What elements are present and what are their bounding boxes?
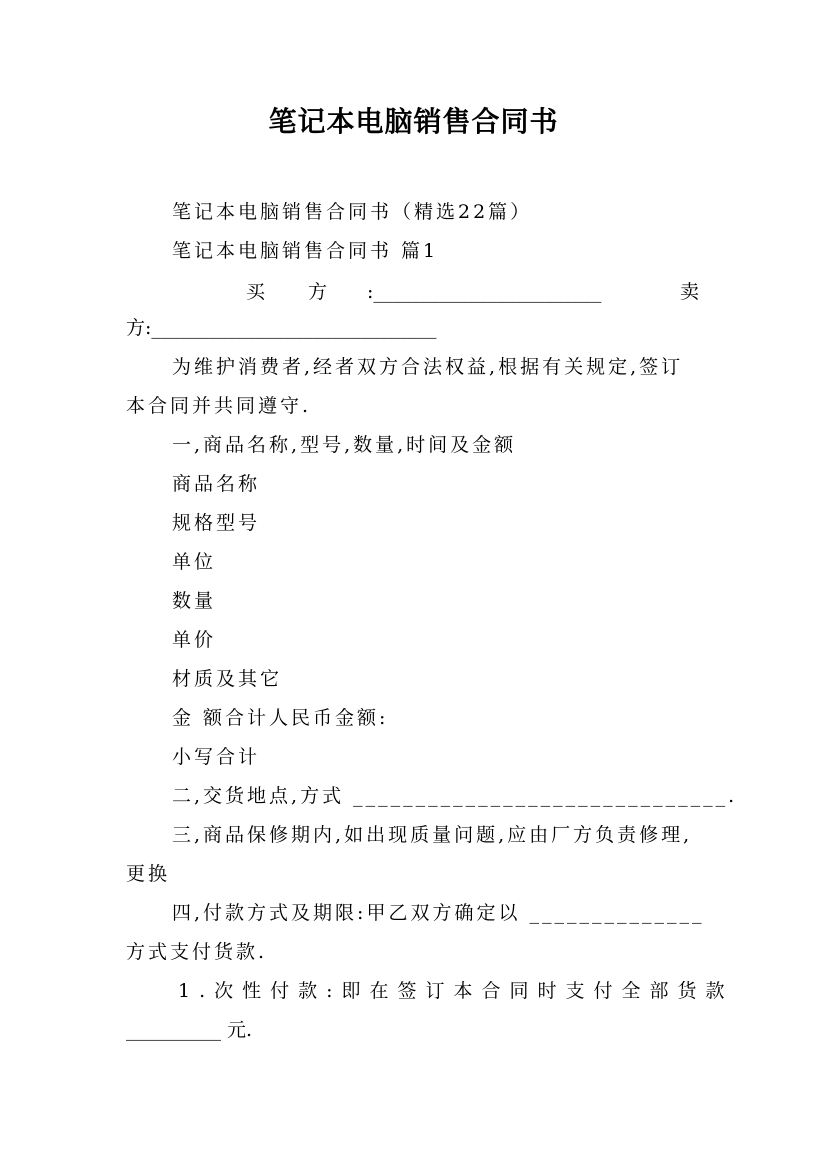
item-material: 材质及其它 xyxy=(172,668,283,690)
clause-2: 二,交货地点,方式 ______________________________. xyxy=(172,785,738,807)
clause-3-line-1: 三,商品保修期内,如出现质量问题,应由厂方负责修理, xyxy=(172,824,693,846)
item-product-name: 商品名称 xyxy=(172,473,261,495)
intro-line-2: 本合同并共同遵守. xyxy=(126,395,312,417)
buyer-blank: :________________________ xyxy=(367,281,602,303)
section-label: 笔记本电脑销售合同书 篇1 xyxy=(172,240,439,262)
item-unit-price: 单价 xyxy=(172,629,217,651)
item-model: 规格型号 xyxy=(172,512,261,534)
clause-3-line-2: 更换 xyxy=(126,863,171,885)
clause-4-1-line-1: 1.次性付款:即在签订本合同时支付全部货款 xyxy=(178,980,734,1002)
clause-4-line-2: 方式支付货款. xyxy=(126,941,268,963)
clause-4-line-1: 四,付款方式及期限:甲乙双方确定以 ______________ xyxy=(172,902,705,924)
item-quantity: 数量 xyxy=(172,590,217,612)
seller-char: 卖 xyxy=(680,281,700,303)
clause-1: 一,商品名称,型号,数量,时间及金额 xyxy=(172,434,517,456)
seller-blank: 方:______________________________ xyxy=(126,317,437,339)
item-total-amount: 金 额合计人民币金额: xyxy=(172,707,389,729)
buyer-char-1: 买 xyxy=(246,281,266,303)
intro-line-1: 为维护消费者,经者双方合法权益,根据有关规定,签订 xyxy=(172,356,684,378)
subtitle: 笔记本电脑销售合同书（精选22篇） xyxy=(172,201,533,223)
item-unit: 单位 xyxy=(172,551,217,573)
document-title: 笔记本电脑销售合同书 xyxy=(268,105,559,138)
item-subtotal: 小写合计 xyxy=(172,746,261,768)
clause-4-1-line-2: __________ 元. xyxy=(126,1019,253,1041)
buyer-char-2: 方 xyxy=(308,281,328,303)
